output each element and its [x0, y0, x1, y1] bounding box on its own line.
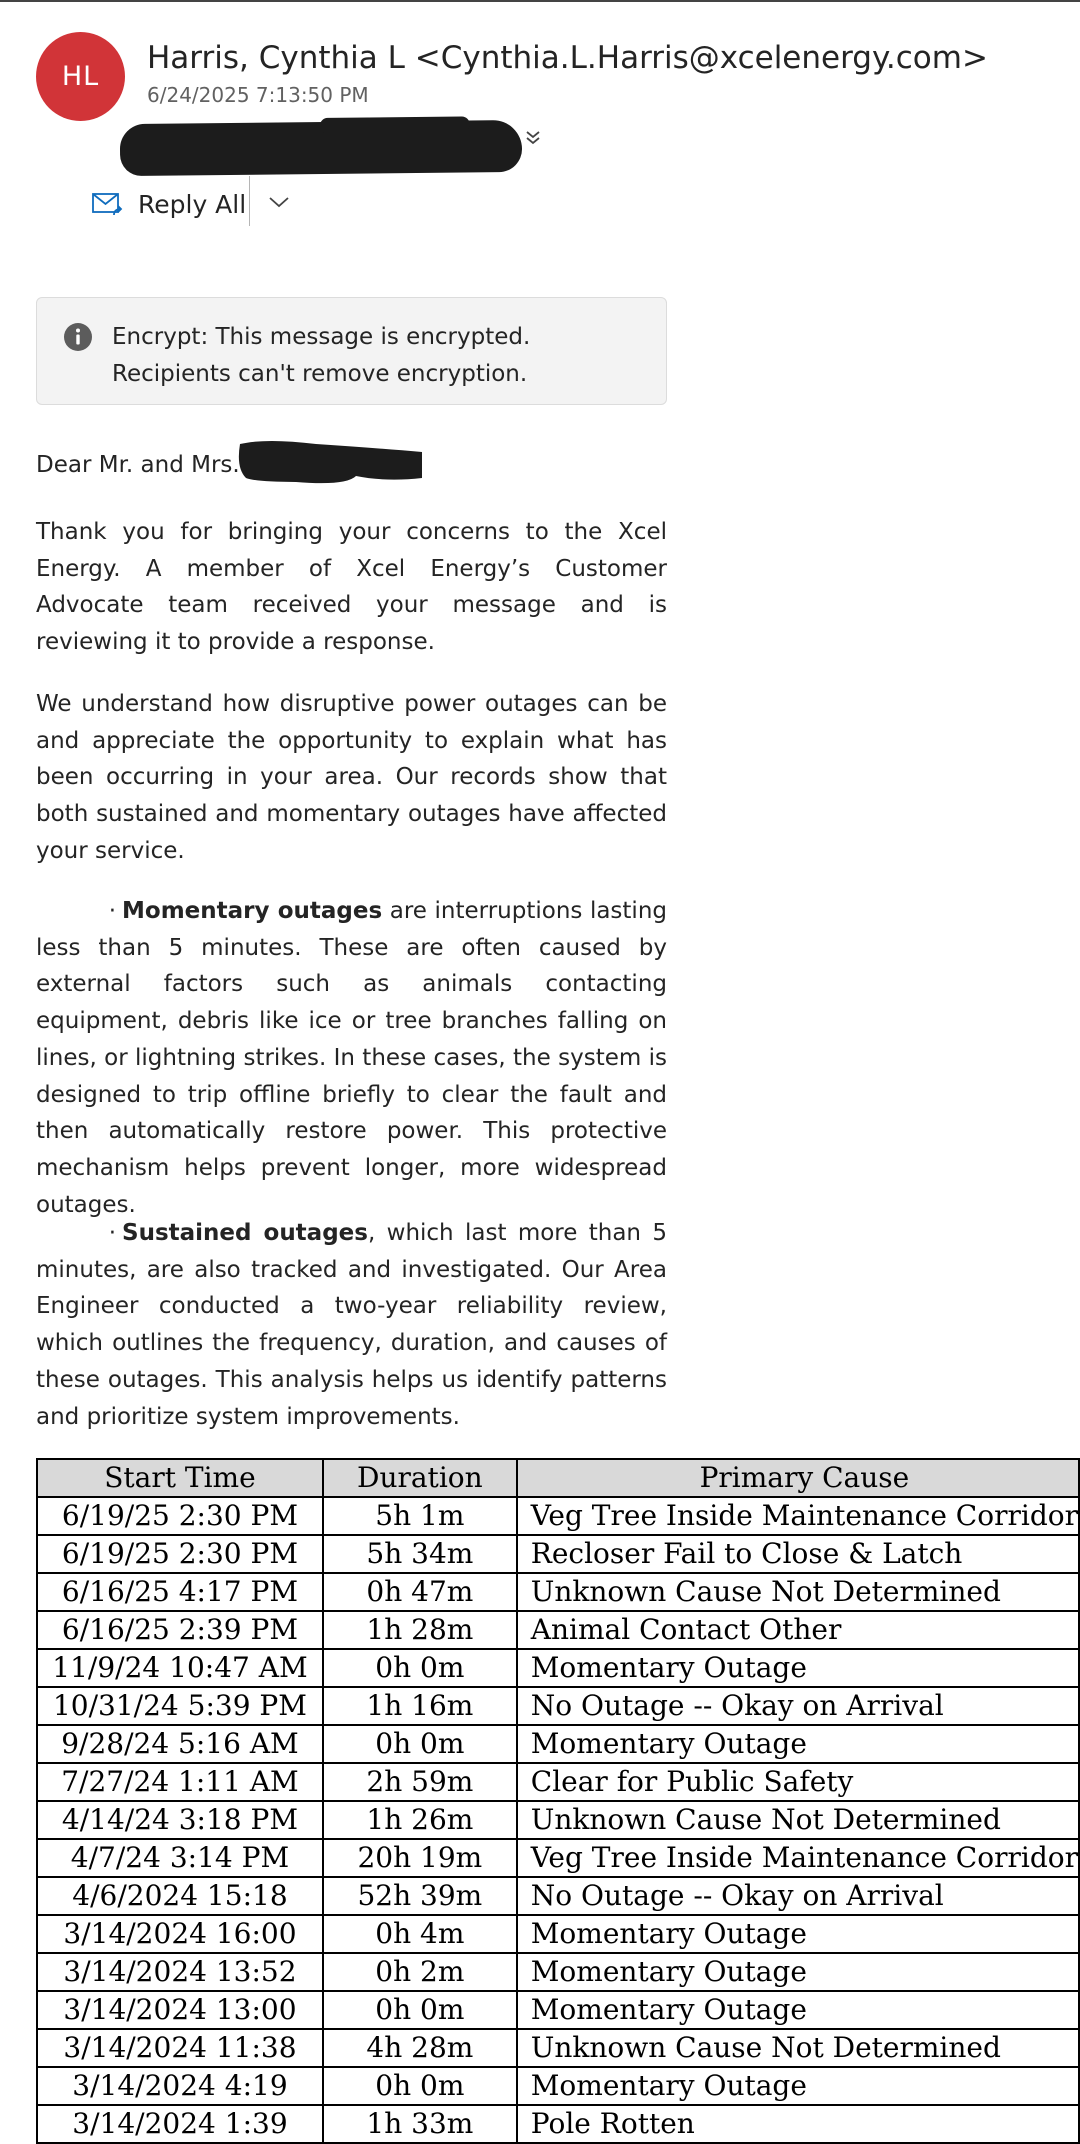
table-row — [37, 1687, 1079, 1725]
cell-start-time: 11/9/24 10:47 AM — [37, 1649, 323, 1687]
cell-primary-cause: Veg Tree Inside Maintenance Corridor — [517, 1839, 1079, 1877]
cell-start-time: 3/14/2024 4:19 — [37, 2067, 323, 2105]
sustained-term: Sustained outages — [122, 1220, 368, 1246]
avatar-initials: HL — [61, 61, 100, 92]
redacted-recipients — [120, 120, 523, 176]
bullet-momentary — [36, 893, 667, 1223]
table-row — [37, 1953, 1079, 1991]
sustained-text: , which last more than 5 minutes, are also tracked and investigated. Our Area Engineer conducted a two-year reliability review, which outlines the frequency, duration, and causes of these outages. This analysis helps us identify patterns and prioritize system improvements. — [36, 1220, 667, 1430]
table-row — [37, 1763, 1079, 1801]
encryption-banner-text: Encrypt: This message is encrypted. Recipients can't remove encryption. — [112, 324, 531, 387]
cell-primary-cause: Pole Rotten — [517, 2105, 1079, 2143]
table-row — [37, 1839, 1079, 1877]
bullet-sustained — [36, 1215, 667, 1435]
encryption-banner — [36, 297, 667, 405]
cell-start-time: 3/14/2024 11:38 — [37, 2029, 323, 2067]
cell-primary-cause: No Outage -- Okay on Arrival — [517, 1687, 1079, 1725]
cell-primary-cause: Momentary Outage — [517, 1725, 1079, 1763]
cell-start-time: 4/7/24 3:14 PM — [37, 1839, 323, 1877]
cell-duration: 1h 16m — [323, 1687, 517, 1725]
table-row — [37, 1649, 1079, 1687]
cell-duration: 0h 4m — [323, 1915, 517, 1953]
table-row — [37, 1915, 1079, 1953]
table-row — [37, 1611, 1079, 1649]
cell-duration: 1h 28m — [323, 1611, 517, 1649]
table-row — [37, 1497, 1079, 1535]
cell-duration: 4h 28m — [323, 2029, 517, 2067]
cell-start-time: 9/28/24 5:16 AM — [37, 1725, 323, 1763]
cell-start-time: 6/16/25 2:39 PM — [37, 1611, 323, 1649]
cell-primary-cause: Animal Contact Other — [517, 1611, 1079, 1649]
cell-start-time: 10/31/24 5:39 PM — [37, 1687, 323, 1725]
chevron-down-icon[interactable] — [265, 188, 293, 216]
greeting: Dear Mr. and Mrs. — [36, 452, 240, 478]
table-row — [37, 2029, 1079, 2067]
reply-divider — [249, 176, 250, 226]
header-start-time: Start Time — [37, 1459, 323, 1497]
cell-duration: 5h 1m — [323, 1497, 517, 1535]
bullet-marker: · — [108, 898, 116, 924]
avatar[interactable] — [36, 32, 125, 121]
cell-duration: 0h 0m — [323, 1649, 517, 1687]
cell-primary-cause: Momentary Outage — [517, 1953, 1079, 1991]
reply-all-label: Reply All — [138, 189, 247, 219]
table-row — [37, 1801, 1079, 1839]
cell-primary-cause: Unknown Cause Not Determined — [517, 2029, 1079, 2067]
cell-duration: 20h 19m — [323, 1839, 517, 1877]
table-row — [37, 1573, 1079, 1611]
outage-table — [36, 1458, 1080, 2144]
cell-primary-cause: Momentary Outage — [517, 1649, 1079, 1687]
cell-primary-cause: Veg Tree Inside Maintenance Corridor — [517, 1497, 1079, 1535]
top-divider — [0, 0, 1080, 2]
cell-primary-cause: Clear for Public Safety — [517, 1763, 1079, 1801]
message-timestamp: 6/24/2025 7:13:50 PM — [147, 83, 369, 107]
cell-start-time: 6/19/25 2:30 PM — [37, 1497, 323, 1535]
cell-duration: 2h 59m — [323, 1763, 517, 1801]
cell-primary-cause: Unknown Cause Not Determined — [517, 1801, 1079, 1839]
table-header-row — [37, 1459, 1079, 1497]
cell-primary-cause: Momentary Outage — [517, 1991, 1079, 2029]
reply-all-button[interactable] — [92, 184, 246, 224]
info-icon — [63, 322, 93, 352]
header-duration: Duration — [323, 1459, 517, 1497]
cell-start-time: 3/14/2024 13:52 — [37, 1953, 323, 1991]
cell-duration: 0h 0m — [323, 1725, 517, 1763]
table-row — [37, 2105, 1079, 2143]
cell-duration: 0h 0m — [323, 1991, 517, 2029]
header-primary-cause: Primary Cause — [517, 1459, 1079, 1497]
paragraph-intro: Thank you for bringing your concerns to the Xcel Energy. A member of Xcel Energy’s Customer Advocate team received your message and is reviewing it to provide a response. — [36, 519, 667, 656]
cell-primary-cause: Momentary Outage — [517, 1915, 1079, 1953]
cell-primary-cause: Unknown Cause Not Determined — [517, 1573, 1079, 1611]
cell-duration: 1h 33m — [323, 2105, 517, 2143]
redacted-name — [236, 438, 424, 486]
reply-all-icon — [92, 191, 124, 217]
table-row — [37, 1877, 1079, 1915]
cell-duration: 0h 0m — [323, 2067, 517, 2105]
cell-start-time: 6/19/25 2:30 PM — [37, 1535, 323, 1573]
cell-start-time: 3/14/2024 1:39 — [37, 2105, 323, 2143]
cell-primary-cause: No Outage -- Okay on Arrival — [517, 1877, 1079, 1915]
cell-start-time: 3/14/2024 16:00 — [37, 1915, 323, 1953]
table-row — [37, 1725, 1079, 1763]
table-row — [37, 1991, 1079, 2029]
cell-start-time: 4/6/2024 15:18 — [37, 1877, 323, 1915]
cell-start-time: 7/27/24 1:11 AM — [37, 1763, 323, 1801]
cell-duration: 0h 2m — [323, 1953, 517, 1991]
sender-name[interactable]: Harris, Cynthia L <Cynthia.L.Harris@xcelenergy.com> — [147, 40, 988, 76]
cell-start-time: 6/16/25 4:17 PM — [37, 1573, 323, 1611]
momentary-term: Momentary outages — [122, 898, 383, 924]
cell-duration: 0h 47m — [323, 1573, 517, 1611]
cell-duration: 5h 34m — [323, 1535, 517, 1573]
table-row — [37, 2067, 1079, 2105]
cell-duration: 1h 26m — [323, 1801, 517, 1839]
table-row — [37, 1535, 1079, 1573]
expand-recipients-icon[interactable] — [522, 128, 544, 150]
cell-start-time: 3/14/2024 13:00 — [37, 1991, 323, 2029]
momentary-text: are interruptions lasting less than 5 minutes. These are often caused by external factors such as animals contacting equipment, debris like ice or tree branches falling on lines, or lightning strikes. In these cases, the system is designed to trip offline briefly to clear the fault and then automatically restore power. This protective mechanism helps prevent longer, more widespread outages. — [36, 898, 667, 1218]
cell-duration: 52h 39m — [323, 1877, 517, 1915]
paragraph-outages: We understand how disruptive power outages can be and appreciate the opportunity to explain what has been occurring in your area. Our records show that both sustained and momentary outages have affected your service. — [36, 691, 667, 864]
cell-start-time: 4/14/24 3:18 PM — [37, 1801, 323, 1839]
bullet-marker: · — [108, 1220, 116, 1246]
cell-primary-cause: Recloser Fail to Close & Latch — [517, 1535, 1079, 1573]
cell-primary-cause: Momentary Outage — [517, 2067, 1079, 2105]
